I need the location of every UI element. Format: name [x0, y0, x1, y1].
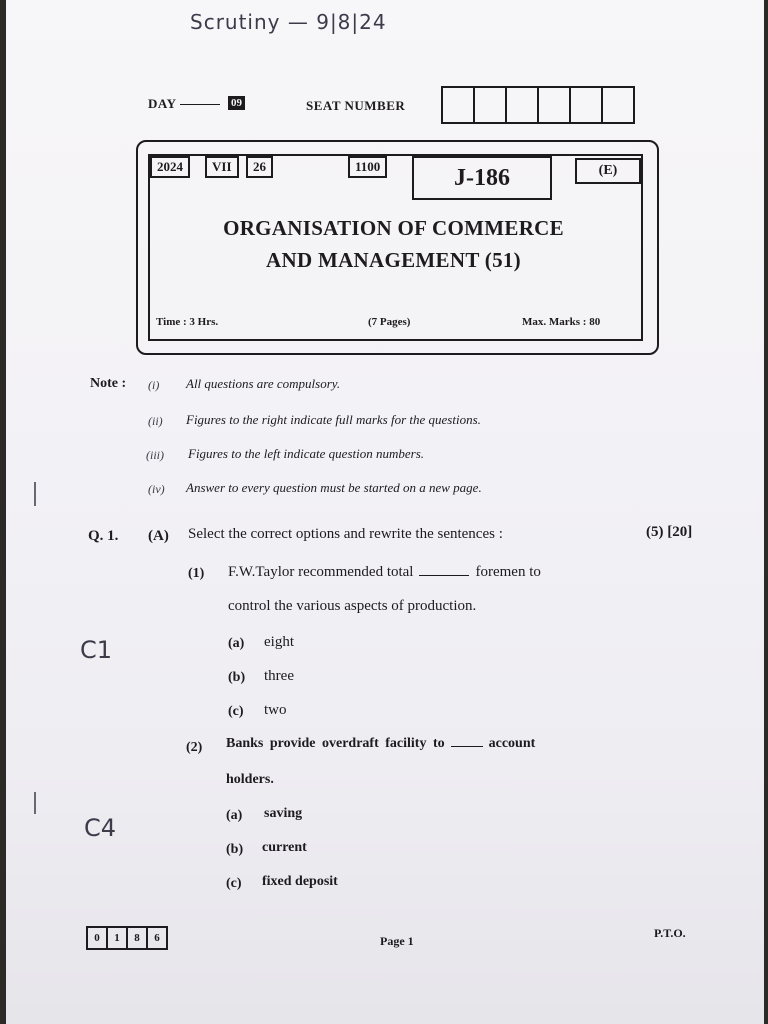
month-code-cell: VII: [205, 156, 239, 178]
pto-label: P.T.O.: [654, 926, 686, 940]
code-digit-cell: 1: [106, 926, 128, 950]
seat-box[interactable]: [505, 86, 539, 124]
paper-code: J-186: [412, 156, 552, 200]
subquestion-line1: [226, 736, 535, 752]
time-duration: Time : 3 Hrs.: [156, 316, 219, 328]
language-code: (E): [575, 158, 641, 184]
note-text: Answer to every question must be started on a new page.: [186, 480, 482, 495]
seat-number-boxes[interactable]: [443, 86, 635, 124]
paper-title-line2: AND MANAGEMENT (51): [266, 248, 521, 272]
handwritten-answer: C1: [80, 636, 113, 664]
option-key: (c): [228, 704, 244, 719]
seat-box[interactable]: [441, 86, 475, 124]
handwritten-scrutiny-note: Scrutiny — 9|8|24: [190, 10, 387, 34]
seat-box[interactable]: [569, 86, 603, 124]
question-number: Q. 1.: [88, 528, 119, 544]
option-key: (b): [226, 842, 244, 857]
subquestion-text-before-blank: F.W.Taylor recommended total: [228, 564, 414, 580]
margin-tick-mark: [34, 792, 36, 814]
option-text: fixed deposit: [262, 874, 338, 889]
fill-in-blank: [419, 565, 469, 576]
subquestion-text-after-blank: foremen to: [475, 564, 541, 580]
handwritten-answer: C4: [84, 814, 117, 842]
date-code-cell: 26: [246, 156, 273, 178]
note-number: (i): [148, 378, 160, 392]
seat-box[interactable]: [537, 86, 571, 124]
paper-title-line1: ORGANISATION OF COMMERCE: [223, 216, 564, 240]
subquestion-line2: holders.: [226, 772, 274, 787]
year-code-cell: 2024: [150, 156, 190, 178]
question-instruction: Select the correct options and rewrite the sentences :: [188, 526, 503, 542]
option-text: current: [262, 840, 307, 855]
day-label: DAY: [148, 96, 177, 111]
option-key: (c): [226, 876, 242, 891]
option-key: (b): [228, 670, 246, 685]
note-number: (iii): [146, 448, 164, 462]
margin-tick-mark: [34, 482, 36, 506]
subquestion-text-before-blank: Banks provide overdraft facility to: [226, 736, 445, 751]
note-text: All questions are compulsory.: [186, 376, 341, 391]
page-count: (7 Pages): [368, 316, 411, 328]
seat-box[interactable]: [473, 86, 507, 124]
max-marks: Max. Marks : 80: [522, 316, 601, 328]
code-digit-cell: 0: [86, 926, 108, 950]
option-key: (a): [228, 636, 245, 651]
code-digit-cell: 8: [126, 926, 148, 950]
note-text: Figures to the left indicate question numbers.: [188, 446, 425, 461]
code-digit-cell: 6: [146, 926, 168, 950]
option-text: two: [264, 702, 287, 718]
day-dash-line: [180, 104, 220, 105]
subquestion-number: (1): [188, 566, 205, 581]
time-code-cell: 1100: [348, 156, 387, 178]
option-text: eight: [264, 634, 294, 650]
paper-code-boxes: [88, 926, 168, 950]
seat-number-label: SEAT NUMBER: [306, 98, 406, 113]
subquestion-line1: [228, 564, 541, 581]
day-value: 09: [228, 96, 245, 110]
subquestion-line2: control the various aspects of production.: [228, 598, 477, 614]
option-text: saving: [264, 806, 303, 821]
fill-in-blank: [451, 736, 483, 747]
seat-box[interactable]: [601, 86, 635, 124]
note-label: Note :: [90, 376, 127, 391]
question-part: (A): [148, 528, 169, 544]
note-number: (iv): [148, 482, 165, 496]
option-text: three: [264, 668, 294, 684]
page-number: Page 1: [380, 934, 414, 948]
subquestion-text-after-blank: account: [488, 736, 536, 751]
option-key: (a): [226, 808, 243, 823]
subquestion-number: (2): [186, 740, 203, 755]
note-number: (ii): [148, 414, 163, 428]
note-text: Figures to the right indicate full marks for the questions.: [186, 412, 481, 427]
question-marks: (5) [20]: [646, 524, 693, 540]
